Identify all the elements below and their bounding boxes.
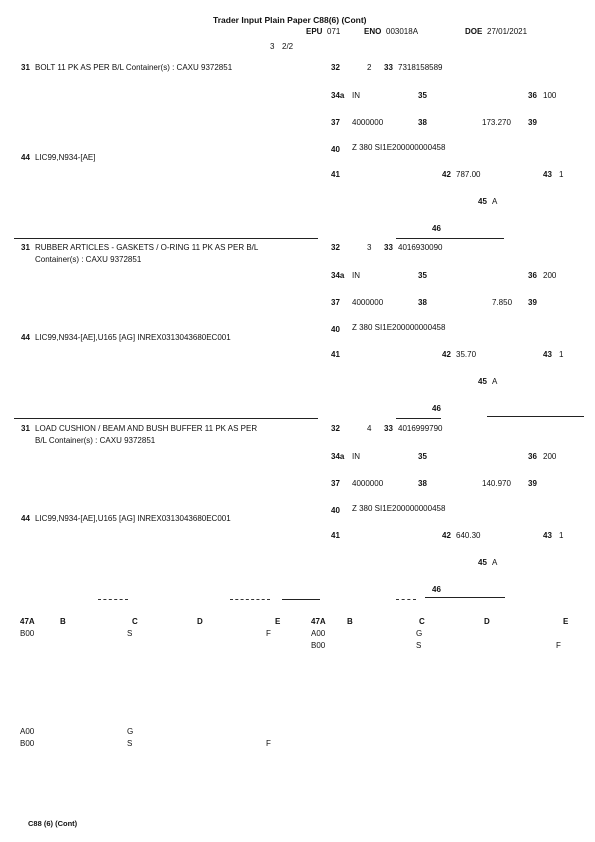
tax-code: G: [416, 629, 423, 638]
box-43-label: 43: [543, 350, 552, 359]
section-divider: [14, 238, 318, 239]
epu-label: EPU: [306, 27, 323, 36]
col-d-header: D: [197, 617, 203, 626]
method-of-payment: F: [266, 739, 271, 748]
method-of-payment: F: [556, 641, 561, 650]
doe-label: DOE: [465, 27, 483, 36]
col-d-header: D: [484, 617, 490, 626]
col-b-header: B: [347, 617, 353, 626]
epu-value: 071: [327, 27, 341, 36]
box-35-label: 35: [418, 271, 427, 280]
goods-description: RUBBER ARTICLES - GASKETS / O-RING 11 PK AS PER B/L: [35, 243, 259, 252]
tax-code: S: [416, 641, 422, 650]
box-44-label: 44: [21, 153, 30, 162]
net-mass: 173.270: [482, 118, 511, 127]
origin-country: IN: [352, 91, 360, 100]
box-45-label: 45: [478, 558, 487, 567]
commodity-code: 7318158589: [398, 63, 443, 72]
section-divider: [14, 418, 318, 419]
box-31-label: 31: [21, 424, 30, 433]
col-47a-header: 47A: [311, 617, 326, 626]
valuation-method: 1: [559, 170, 564, 179]
adjustment-code: A: [492, 377, 498, 386]
box-41-label: 41: [331, 170, 340, 179]
item-number: 4: [367, 424, 372, 433]
preference-code: 200: [543, 452, 557, 461]
adjustment-code: A: [492, 197, 498, 206]
box-31-label: 31: [21, 63, 30, 72]
box-46-label: 46: [432, 404, 441, 413]
col-e-header: E: [275, 617, 281, 626]
section-divider: [396, 599, 416, 600]
tax-type: B00: [20, 739, 35, 748]
eno-value: 003018A: [386, 27, 419, 36]
valuation-method: 1: [559, 531, 564, 540]
commodity-code: 4016999790: [398, 424, 443, 433]
tax-type: A00: [311, 629, 326, 638]
procedure-code: 4000000: [352, 298, 384, 307]
box-44-label: 44: [21, 333, 30, 342]
tax-code: S: [127, 629, 133, 638]
box-42-label: 42: [442, 531, 451, 540]
box-36-label: 36: [528, 271, 537, 280]
box-46-label: 46: [432, 224, 441, 233]
box-44-label: 44: [21, 514, 30, 523]
box-36-label: 36: [528, 452, 537, 461]
item-number: 3: [367, 243, 372, 252]
section-divider: [396, 418, 441, 419]
tax-type: B00: [20, 629, 35, 638]
box-42-label: 42: [442, 170, 451, 179]
page-number: 3: [270, 42, 275, 51]
section-divider: [98, 599, 128, 600]
box-38-label: 38: [418, 479, 427, 488]
procedure-code: 4000000: [352, 479, 384, 488]
col-c-header: C: [132, 617, 138, 626]
goods-description: BOLT 11 PK AS PER B/L Container(s) : CAXU 9372851: [35, 63, 233, 72]
col-47a-header: 47A: [20, 617, 35, 626]
goods-description-cont: Container(s) : CAXU 9372851: [35, 255, 142, 264]
item-price: 35.70: [456, 350, 477, 359]
goods-description-cont: B/L Container(s) : CAXU 9372851: [35, 436, 156, 445]
previous-document: Z 380 SI1E200000000458: [352, 323, 446, 332]
box-43-label: 43: [543, 531, 552, 540]
doe-value: 27/01/2021: [487, 27, 528, 36]
box-35-label: 35: [418, 452, 427, 461]
box-43-label: 43: [543, 170, 552, 179]
item-price: 787.00: [456, 170, 481, 179]
box-41-label: 41: [331, 350, 340, 359]
goods-description: LOAD CUSHION / BEAM AND BUSH BUFFER 11 PK AS PER: [35, 424, 258, 433]
box-45-label: 45: [478, 377, 487, 386]
col-b-header: B: [60, 617, 66, 626]
origin-country: IN: [352, 452, 360, 461]
additional-info: LIC99,N934-[AE],U165 [AG] INREX0313043680EC001: [35, 514, 231, 523]
box-40-label: 40: [331, 325, 340, 334]
box-37-label: 37: [331, 118, 340, 127]
item-number: 2: [367, 63, 372, 72]
box-37-label: 37: [331, 479, 340, 488]
section-divider: [425, 597, 505, 598]
col-e-header: E: [563, 617, 569, 626]
additional-info: LIC99,N934-[AE],U165 [AG] INREX0313043680EC001: [35, 333, 231, 342]
section-divider: [487, 416, 584, 417]
box-36-label: 36: [528, 91, 537, 100]
box-39-label: 39: [528, 118, 537, 127]
item-price: 640.30: [456, 531, 481, 540]
box-39-label: 39: [528, 298, 537, 307]
previous-document: Z 380 SI1E200000000458: [352, 504, 446, 513]
box-42-label: 42: [442, 350, 451, 359]
tax-code: G: [127, 727, 134, 736]
box-35-label: 35: [418, 91, 427, 100]
additional-info: LIC99,N934-[AE]: [35, 153, 96, 162]
box-32-label: 32: [331, 63, 340, 72]
valuation-method: 1: [559, 350, 564, 359]
box-33-label: 33: [384, 63, 393, 72]
form-reference: C88 (6) (Cont): [28, 819, 78, 828]
box-31-label: 31: [21, 243, 30, 252]
adjustment-code: A: [492, 558, 498, 567]
box-34a-label: 34a: [331, 452, 345, 461]
box-41-label: 41: [331, 531, 340, 540]
box-40-label: 40: [331, 145, 340, 154]
box-33-label: 33: [384, 243, 393, 252]
origin-country: IN: [352, 271, 360, 280]
box-32-label: 32: [331, 424, 340, 433]
col-c-header: C: [419, 617, 425, 626]
tax-code: S: [127, 739, 133, 748]
box-37-label: 37: [331, 298, 340, 307]
procedure-code: 4000000: [352, 118, 384, 127]
eno-label: ENO: [364, 27, 382, 36]
commodity-code: 4016930090: [398, 243, 443, 252]
box-38-label: 38: [418, 118, 427, 127]
form-title: Trader Input Plain Paper C88(6) (Cont): [213, 15, 367, 25]
box-38-label: 38: [418, 298, 427, 307]
tax-type: A00: [20, 727, 35, 736]
method-of-payment: F: [266, 629, 271, 638]
section-divider: [282, 599, 320, 600]
tax-type: B00: [311, 641, 326, 650]
previous-document: Z 380 SI1E200000000458: [352, 143, 446, 152]
net-mass: 7.850: [492, 298, 513, 307]
box-34a-label: 34a: [331, 271, 345, 280]
net-mass: 140.970: [482, 479, 511, 488]
box-32-label: 32: [331, 243, 340, 252]
box-46-label: 46: [432, 585, 441, 594]
preference-code: 100: [543, 91, 557, 100]
box-39-label: 39: [528, 479, 537, 488]
box-34a-label: 34a: [331, 91, 345, 100]
box-45-label: 45: [478, 197, 487, 206]
preference-code: 200: [543, 271, 557, 280]
box-33-label: 33: [384, 424, 393, 433]
section-divider: [396, 238, 504, 239]
box-40-label: 40: [331, 506, 340, 515]
section-divider: [230, 599, 270, 600]
page-of: 2/2: [282, 42, 294, 51]
